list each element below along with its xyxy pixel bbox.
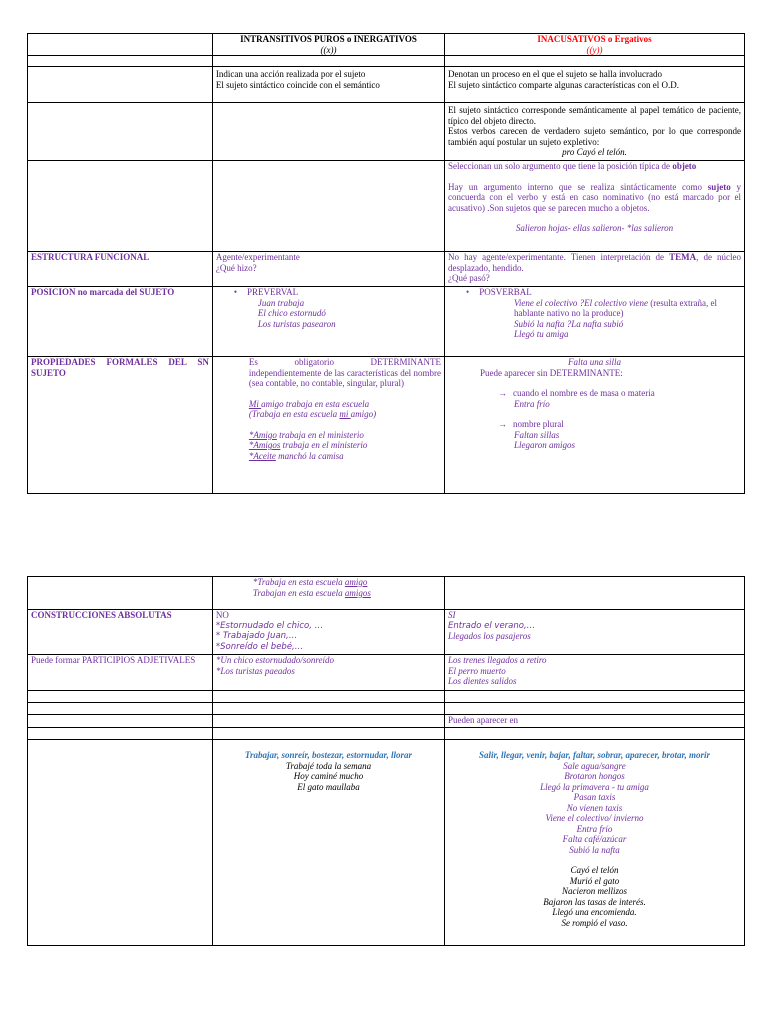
header-empty-cell	[28, 34, 213, 56]
cell-participios-no: *Un chico estornudado/sonreído *Los turistas paeados	[212, 655, 444, 691]
table-header-row	[28, 34, 745, 56]
label-propiedades-formales: PROPIEDADES FORMALES DEL SN SUJETO	[28, 357, 213, 494]
header-inergativos: INTRANSITIVOS PUROS o INERGATIVOS ((x))	[212, 34, 444, 56]
cell-tema: No hay agente/experimentante. Tienen interpretación de TEMA, de núcleo desplazado, hendido. ¿Qué pasó?	[445, 252, 745, 287]
table-row	[28, 715, 745, 728]
cell-participios-si: Los trenes llegados a retiro El perro muerto Los dientes salidos	[445, 655, 745, 691]
header-inacusativos: INACUSATIVOS o Ergativos ((y))	[445, 34, 745, 56]
cell-amigo-examples: *Trabaja en esta escuela amigo Trabajan en esta escuela amigos	[212, 577, 444, 610]
table-row	[28, 610, 745, 655]
table-row	[28, 161, 745, 252]
table-row	[28, 577, 745, 610]
cell-inacusativos-verbs: Salir, llegar, venir, bajar, faltar, sobrar, aparecer, brotar, morir Sale agua/sangre Brotaron hongos Llegó la primavera - tu amiga Pasan taxis No vienen taxis Viene el colectivo/ invierno Entra frío Falta café/azúcar Subió la nafta Cayó el telón Murió el gato Nacieron mellizos Bajaron las tasas de interés. Llegó una encomienda. Se rompió el vaso.	[445, 740, 745, 946]
cell-agente: Agente/experimentante ¿Qué hizo?	[212, 252, 444, 287]
table-row	[28, 357, 745, 494]
comparison-table-top	[27, 33, 745, 494]
cell-sujeto-paciente: El sujeto sintáctico corresponde semánticamente al papel temático de paciente, típico del objeto directo. Estos verbos carecen de verdadero sujeto semántico, por lo que corresponde también aquí postular un sujeto expletivo: pro Cayó el telón.	[445, 103, 745, 161]
cell-absolutas-si: SI Entrado el verano,… Llegados los pasajeros	[445, 610, 745, 655]
label-construcciones-absolutas: CONSTRUCCIONES ABSOLUTAS	[28, 610, 213, 655]
label-participios-adjetivales: Puede formar PARTICIPIOS ADJETIVALES	[28, 655, 213, 691]
table-row	[28, 655, 745, 691]
cell-sin-determinante: Falta una silla Puede aparecer sin DETERMINANTE: → cuando el nombre es de masa o materia Entra frío → nombre plural Faltan sillas Llegaron amigos	[445, 357, 745, 494]
cell-posverbal: • POSVERBAL Viene el colectivo ?El colectivo viene (resulta extraña, el hablante nativo no la produce) Subió la nafta ?La nafta subió Llegó tu amiga	[445, 287, 745, 357]
table-row	[28, 252, 745, 287]
table-row	[28, 103, 745, 161]
table-row	[28, 56, 745, 67]
table-row	[28, 67, 745, 103]
label-estructura-funcional: ESTRUCTURA FUNCIONAL	[28, 252, 213, 287]
cell-inergativos-verbs: Trabajar, sonreír, bostezar, estornudar, llorar Trabajé toda la semana Hoy caminé mucho El gato maullaba	[212, 740, 444, 946]
cell-inergativos-def: Indican una acción realizada por el sujeto El sujeto sintáctico coincide con el semántico	[212, 67, 444, 103]
table-row	[28, 728, 745, 740]
cell-pueden-aparecer: Pueden aparecer en	[445, 715, 745, 728]
cell-absolutas-no: NO *Estornudado el chico, … * Trabajado Juan,… *Sonreído el bebé,…	[212, 610, 444, 655]
cell-preverval: • PREVERVAL Juan trabaja El chico estornudó Los turistas pasearon	[212, 287, 444, 357]
cell-argumento-objeto: Seleccionan un solo argumento que tiene la posición típica de objeto Hay un argumento interno que se realiza sintácticamente como sujeto y concuerda con el verbo y está en caso nominativo (no está marcado por el acusativo) .Son sujetos que se parecen mucho a objetos. Salieron hojas- ellas salieron- *las salieron	[445, 161, 745, 252]
table-row	[28, 691, 745, 703]
table-row	[28, 287, 745, 357]
cell-inacusativos-def: Denotan un proceso en el que el sujeto se halla involucrado El sujeto sintáctico comparte algunas características con el O.D.	[445, 67, 745, 103]
table-row	[28, 740, 745, 946]
cell-determinante-obligatorio: Es obligatorio DETERMINANTE independientemente de las características del nombre (sea contable, no contable, singular, plural) Mi amigo trabaja en esta escuela (Trabaja en esta escuela mi amigo) *Amigo trabaja en el ministerio *Amigos trabaja en el ministerio *Aceite manchó la camisa	[212, 357, 444, 494]
table-row	[28, 703, 745, 715]
comparison-table-bottom	[27, 576, 745, 946]
label-posicion-sujeto: POSICION no marcada del SUJETO	[28, 287, 213, 357]
